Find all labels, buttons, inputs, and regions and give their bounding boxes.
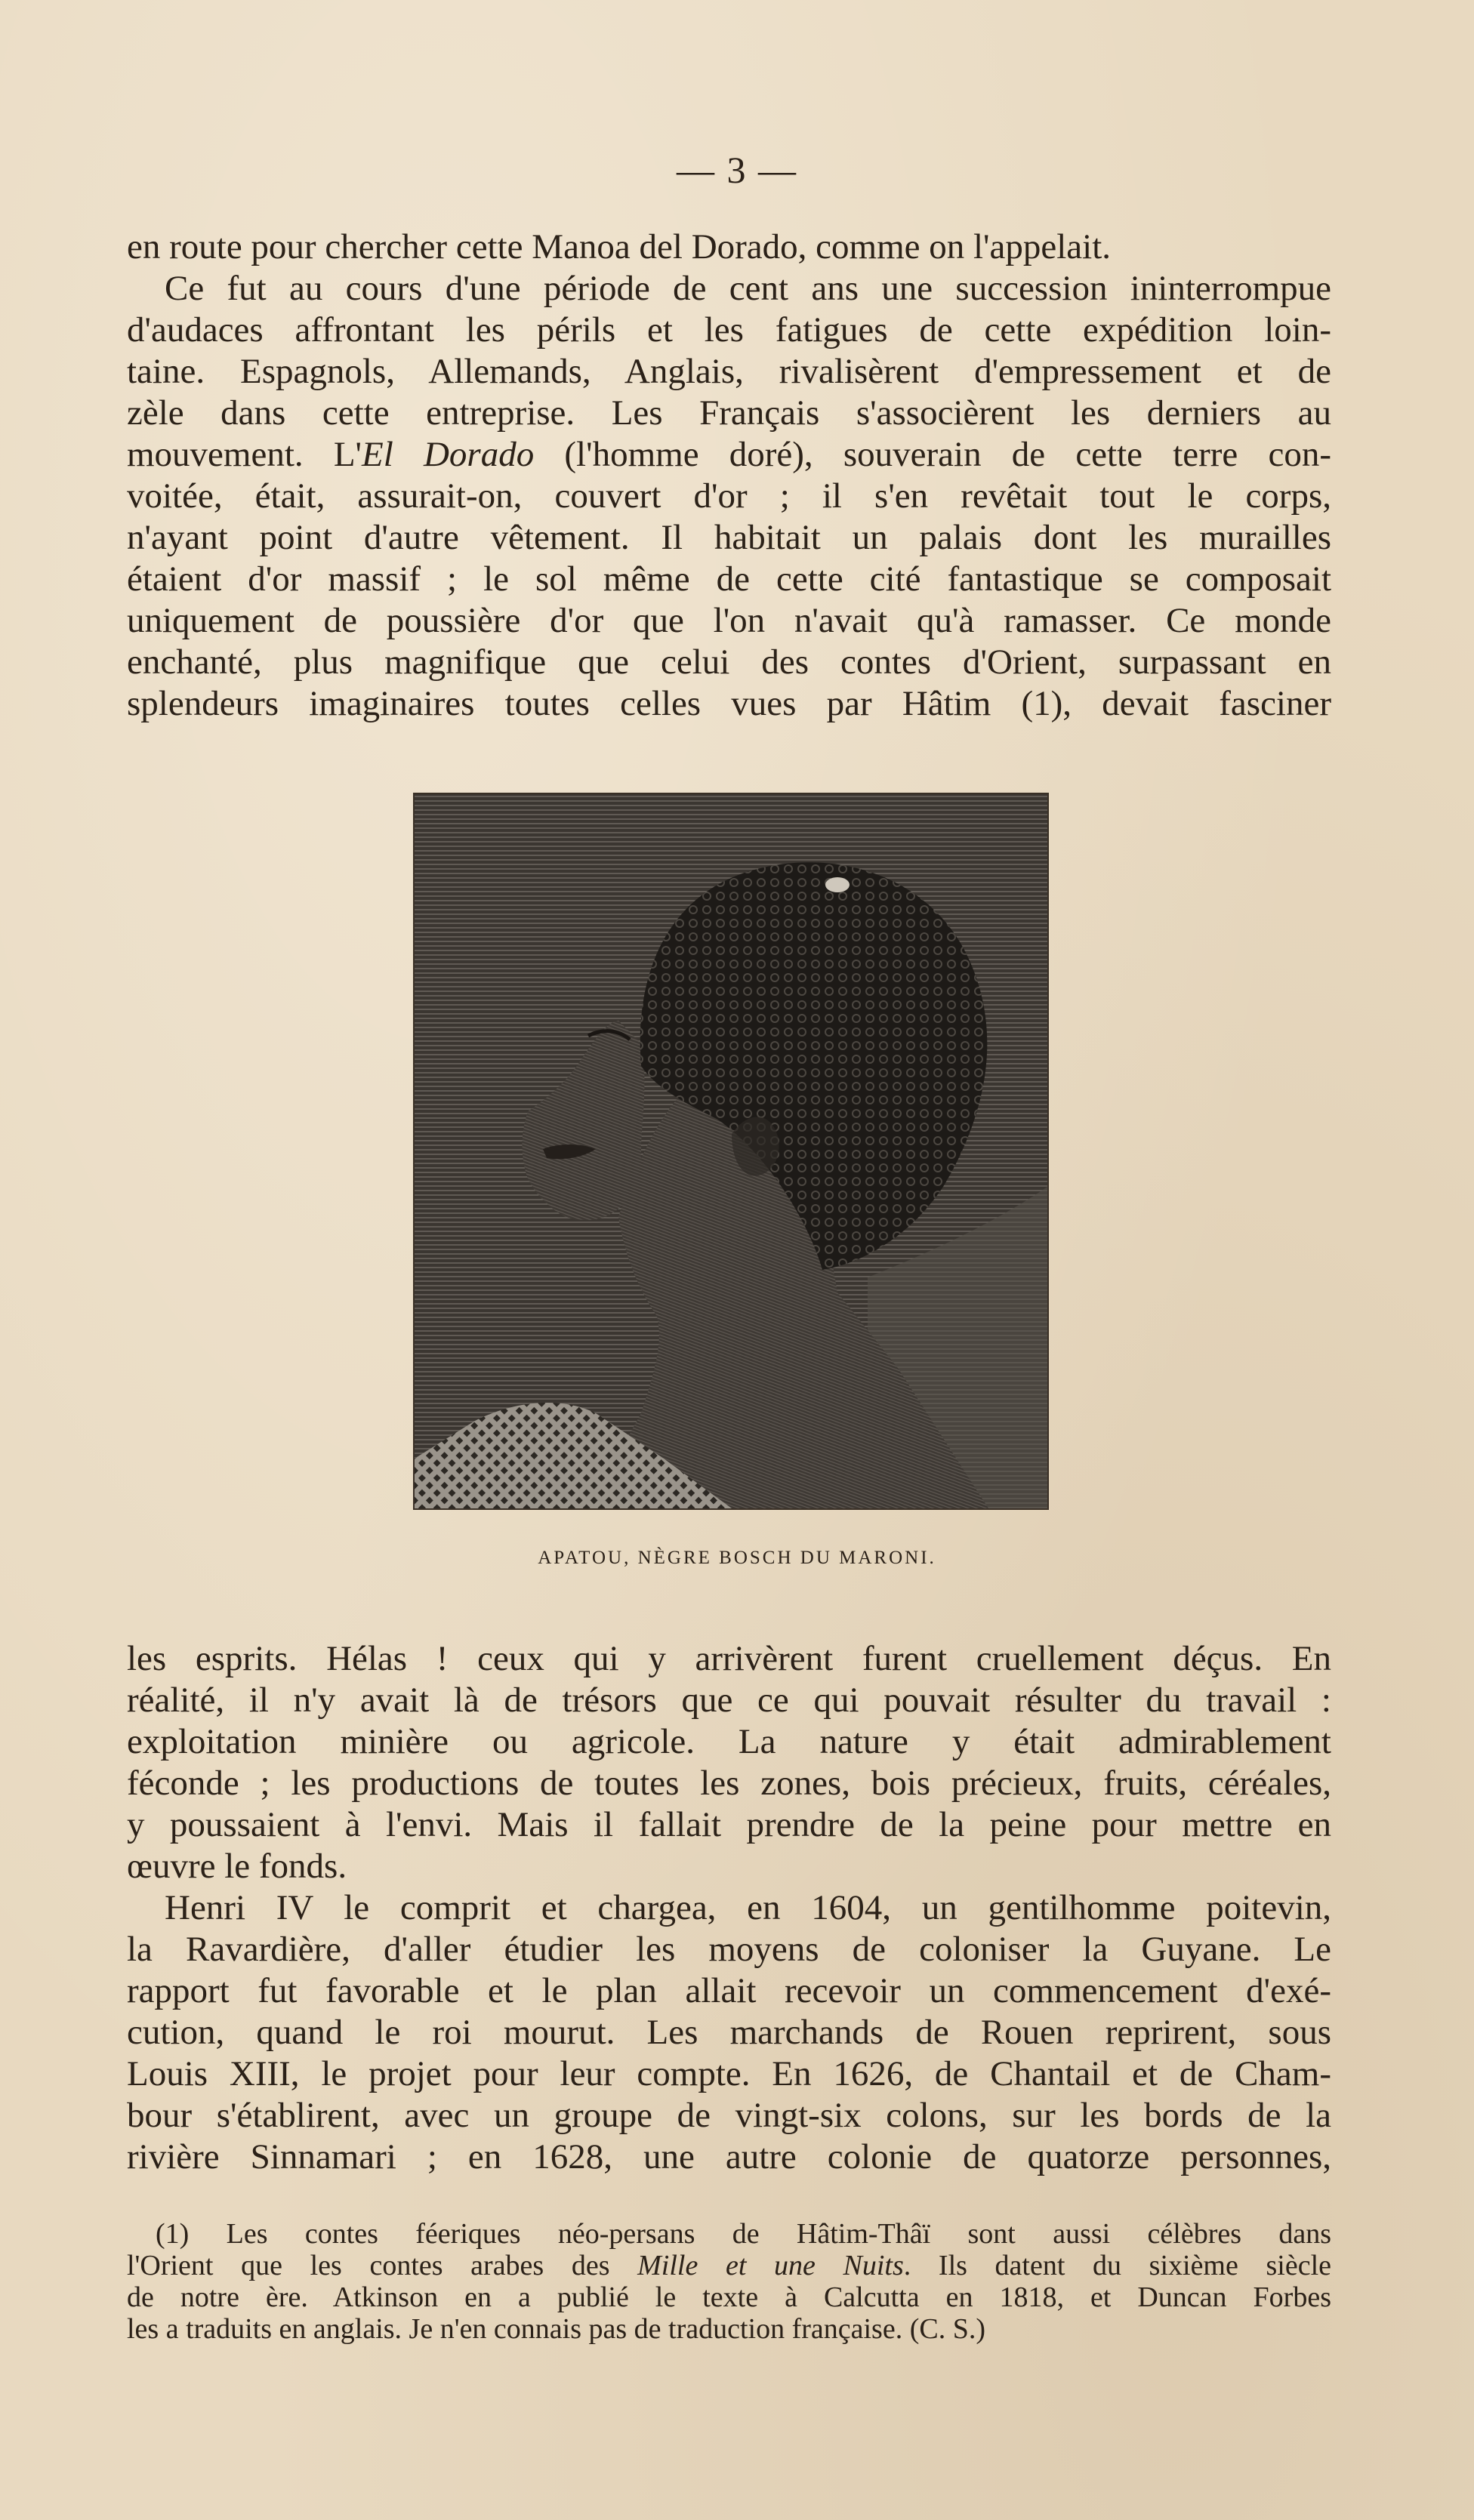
text-line: voitée, était, assurait-on, couvert d'or ; il s'en revêtait tout le corps, bbox=[127, 476, 1331, 516]
text-line: cution, quand le roi mourut. Les marchands de Rouen reprirent, sous bbox=[127, 2013, 1331, 2052]
footnote bbox=[127, 2218, 1331, 2345]
text-line: mouvement. L'El Dorado (l'homme doré), souverain de cette terre con- bbox=[127, 435, 1331, 474]
italic-title: Mille et une Nuits bbox=[637, 2250, 904, 2281]
text-line: enchanté, plus magnifique que celui des contes d'Orient, surpassant en bbox=[127, 642, 1331, 682]
text-line: féconde ; les productions de toutes les zones, bois précieux, fruits, céréales, bbox=[127, 1764, 1331, 1803]
portrait-illustration bbox=[415, 794, 1047, 1508]
footnote-line: de notre ère. Atkinson en a publié le texte à Calcutta en 1818, et Duncan Forbes bbox=[127, 2281, 1331, 2313]
text-line: splendeurs imaginaires toutes celles vues par Hâtim (1), devait fasciner bbox=[127, 684, 1331, 723]
page-number: — 3 — bbox=[677, 149, 797, 191]
text-line: taine. Espagnols, Allemands, Anglais, rivalisèrent d'empressement et de bbox=[127, 352, 1331, 391]
text-line: n'ayant point d'autre vêtement. Il habitait un palais dont les murailles bbox=[127, 518, 1331, 557]
text-line: rivière Sinnamari ; en 1628, une autre colonie de quatorze personnes, bbox=[127, 2137, 1331, 2177]
body-text-bottom bbox=[127, 1638, 1331, 2178]
text-line: bour s'établirent, avec un groupe de vingt-six colons, sur les bords de la bbox=[127, 2096, 1331, 2135]
text-line: uniquement de poussière d'or que l'on n'avait qu'à ramasser. Ce monde bbox=[127, 601, 1331, 640]
text-line: réalité, il n'y avait là de trésors que ce qui pouvait résulter du travail : bbox=[127, 1681, 1331, 1720]
portrait-engraving bbox=[413, 793, 1049, 1510]
text-line: en route pour chercher cette Manoa del Dorado, comme on l'appelait. bbox=[127, 227, 1112, 266]
text-line: Henri IV le comprit et chargea, en 1604, un gentilhomme poitevin, bbox=[165, 1888, 1331, 1927]
text-line: Ce fut au cours d'une période de cent ans une succession ininterrompue bbox=[165, 269, 1331, 308]
footnote-line: l'Orient que les contes arabes des Mille et une Nuits. Ils datent du sixième siècle bbox=[127, 2250, 1331, 2281]
text-line: zèle dans cette entreprise. Les Français s'associèrent les derniers au bbox=[127, 393, 1331, 433]
text-line: exploitation minière ou agricole. La nature y était admirablement bbox=[127, 1722, 1331, 1761]
text-line: y poussaient à l'envi. Mais il fallait prendre de la peine pour mettre en bbox=[127, 1805, 1331, 1844]
text-line: œuvre le fonds. bbox=[127, 1847, 347, 1886]
text-line: les esprits. Hélas ! ceux qui y arrivèrent furent cruellement déçus. En bbox=[127, 1639, 1331, 1678]
text-line: rapport fut favorable et le plan allait recevoir un commencement d'exé- bbox=[127, 1971, 1331, 2010]
figure-caption: APATOU, NÈGRE BOSCH DU MARONI. bbox=[538, 1548, 936, 1568]
italic-title: El Dorado bbox=[362, 435, 535, 474]
footnote-line: les a traduits en anglais. Je n'en connais pas de traduction française. (C. S.) bbox=[127, 2313, 985, 2345]
footnote-line: (1) Les contes féeriques néo-persans de Hâtim-Thâï sont aussi célèbres dans bbox=[156, 2218, 1331, 2250]
text-line: étaient d'or massif ; le sol même de cette cité fantastique se composait bbox=[127, 559, 1331, 599]
text-line: la Ravardière, d'aller étudier les moyens de coloniser la Guyane. Le bbox=[127, 1930, 1331, 1969]
text-line: Louis XIII, le projet pour leur compte. En 1626, de Chantail et de Cham- bbox=[127, 2054, 1331, 2093]
body-text-top bbox=[127, 226, 1331, 725]
text-line: d'audaces affrontant les périls et les fatigues de cette expédition loin- bbox=[127, 310, 1331, 350]
